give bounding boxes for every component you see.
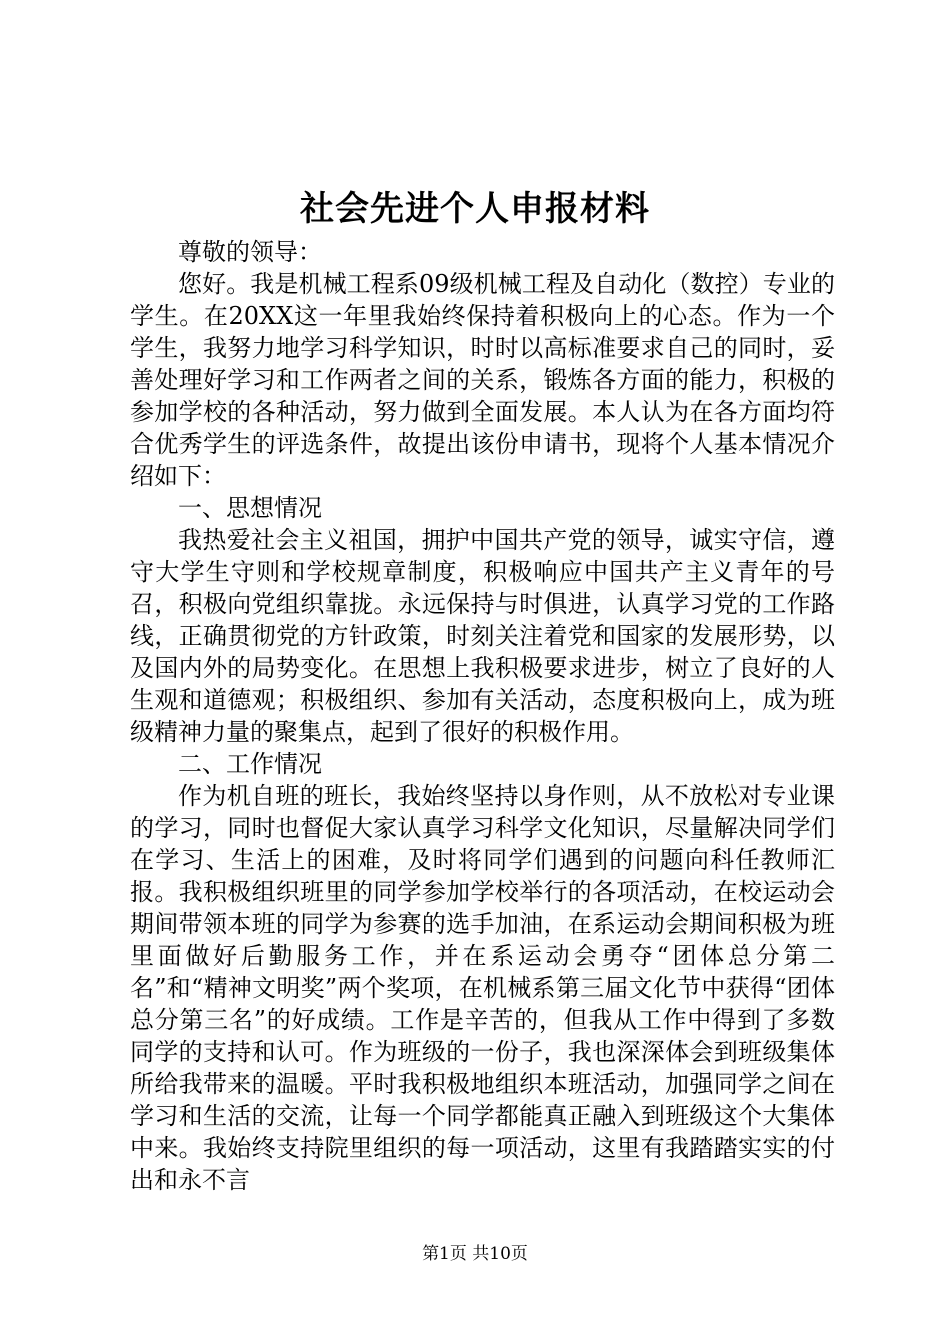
thought-paragraph: 我热爱社会主义祖国，拥护中国共产党的领导，诚实守信，遵守大学生守则和学校规章制度，积极响应中国共产主义青年的号召，积极向党组织靠拢。永远保持与时俱进，认真学习党的工作路线，正确贯彻党的方针政策，时刻关注着党和国家的发展形势，以及国内外的局势变化。在思想上我积极要求进步，树立了良好的人生观和道德观；积极组织、参加有关活动，态度积极向上，成为班级精神力量的聚集点，起到了很好的积极作用。	[130, 526, 835, 746]
intro-paragraph: 您好。我是机械工程系09级机械工程及自动化（数控）专业的学生。在20XX这一年里我始终保持着积极向上的心态。作为一个学生，我努力地学习科学知识，时时以高标准要求自己的同时，妥善处理好学习和工作两者之间的关系，锻炼各方面的能力，积极的参加学校的各种活动，努力做到全面发展。本人认为在各方面均符合优秀学生的评选条件，故提出该份申请书，现将个人基本情况介绍如下：	[130, 270, 835, 490]
salutation-paragraph: 尊敬的领导：	[178, 238, 322, 266]
document-body	[130, 236, 835, 1196]
document-title: 社会先进个人申报材料	[300, 189, 650, 229]
page-number-footer: 第1页 共10页	[422, 1244, 528, 1264]
work-paragraph: 作为机自班的班长，我始终坚持以身作则，从不放松对专业课的学习，同时也督促大家认真学习科学文化知识，尽量解决同学们在学习、生活上的困难，及时将同学们遇到的问题向科任教师汇报。我积极组织班里的同学参加学校举行的各项活动，在校运动会期间带领本班的同学为参赛的选手加油，在系运动会期间积极为班里面做好后勤服务工作，并在系运动会勇夺“团体总分第二名”和“精神文明奖”两个奖项，在机械系第三届文化节中获得“团体总分第三名”的好成绩。工作是辛苦的，但我从工作中得到了多数同学的支持和认可。作为班级的一份子，我也深深体会到班级集体所给我带来的温暖。平时我积极地组织本班活动，加强同学之间在学习和生活的交流，让每一个同学都能真正融入到班级这个大集体中来。我始终支持院里组织的每一项活动，这里有我踏踏实实的付出和永不言	[130, 782, 835, 1194]
section-heading-work: 二、工作情况	[178, 750, 322, 778]
section-heading-thought: 一、思想情况	[178, 494, 322, 522]
